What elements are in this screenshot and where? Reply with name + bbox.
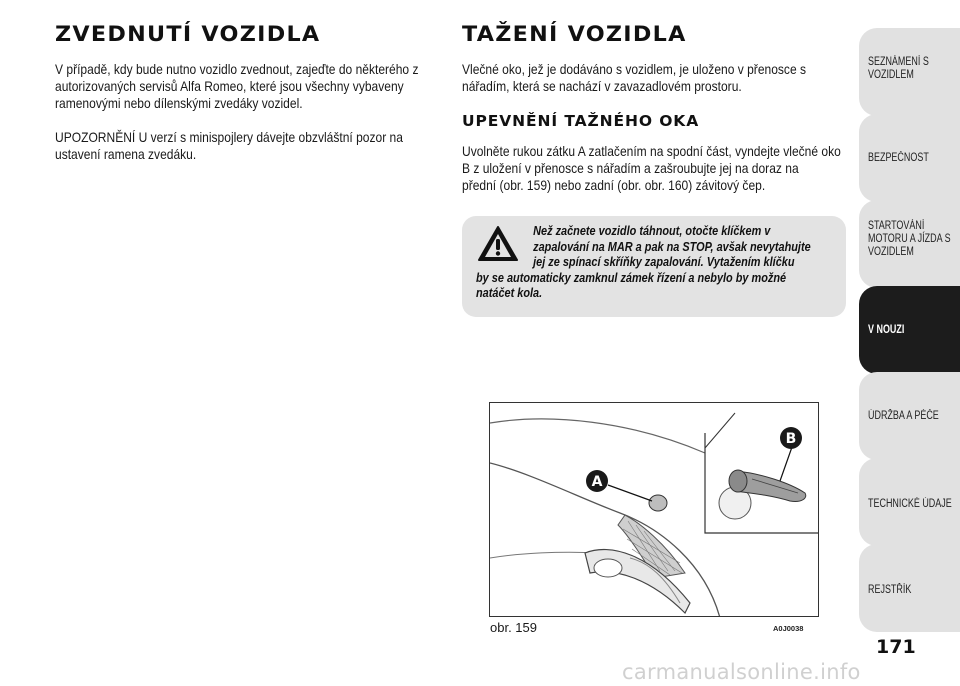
tab-label: TECHNICKÉ ÚDAJE [868, 498, 952, 510]
warning-line: Než začnete vozidlo táhnout, otočte klíčkem v [533, 223, 771, 238]
caution-paragraph [55, 129, 403, 163]
car-front-illustration [490, 403, 819, 617]
section-heading-towing: TAŽENÍ VOZIDLA [462, 22, 687, 46]
text-line: ustavení ramena zvedáku. [55, 146, 197, 162]
warning-line: natáčet kola. [476, 285, 543, 300]
tow-eye-paragraph [462, 143, 841, 194]
towing-intro-paragraph [462, 61, 806, 95]
warning-line: zapalování na MAR a pak na STOP, avšak nevytahujte [533, 238, 811, 254]
text-line: V případě, kdy bude nutno vozidlo zvednout, zajeďte do některého z [55, 61, 419, 77]
warning-line: by se automaticky zamknul zámek řízení a nebylo by možné [476, 269, 787, 285]
figure-caption: obr. 159 [490, 620, 537, 635]
watermark: carmanualsonline.info [622, 660, 861, 684]
tab-label: SEZNÁMENÍ S VOZIDLEM [868, 56, 929, 81]
warning-text [476, 223, 811, 301]
tab-v-nouzi[interactable] [859, 286, 960, 374]
tab-bezpecnost[interactable] [859, 114, 960, 202]
text-line: UPOZORNĚNÍ U verzí s minispojlery dávejte obzvláštní pozor na [55, 129, 403, 145]
subheading-tow-eye: UPEVNĚNÍ TAŽNÉHO OKA [462, 112, 700, 130]
tab-label: BEZPEČNOST [868, 152, 929, 164]
figure-tow-eye-illustration [489, 402, 819, 617]
figure-code: A0J0038 [773, 624, 804, 633]
text-line: autorizovaných servisů Alfa Romeo, které jsou všechny vybaveny [55, 78, 404, 94]
tab-seznameni[interactable] [859, 28, 960, 116]
tab-technicke-udaje[interactable] [859, 458, 960, 546]
text-line: B z uložení v přenosce s nářadím a zašroubujte jej na doraz na [462, 160, 799, 176]
label-a: A [591, 474, 603, 490]
text-line: ramenovými nebo dílenskými zvedáky vozidel. [55, 95, 303, 111]
text-line: Uvolněte rukou zátku A zatlačením na spodní část, vyndejte vlečné oko [462, 143, 841, 159]
warning-box [462, 216, 846, 317]
tab-rejstrik[interactable] [859, 544, 960, 632]
section-heading-lifting: ZVEDNUTÍ VOZIDLA [55, 22, 321, 46]
tab-udrzba[interactable] [859, 372, 960, 460]
text-line: přední (obr. 159) nebo zadní (obr. obr. 160) závitový čep. [462, 177, 766, 193]
tab-label: V NOUZI [868, 324, 905, 336]
warning-line: jej ze spínací skříňky zapalování. Vytažením klíčku [533, 254, 795, 269]
lifting-paragraph [55, 61, 418, 112]
page-number: 171 [876, 636, 916, 658]
tab-startovani[interactable] [859, 200, 960, 288]
text-line: nářadím, která se nachází v zavazadlovém prostoru. [462, 78, 742, 94]
text-line: Vlečné oko, jež je dodáváno s vozidlem, je uloženo v přenosce s [462, 61, 807, 77]
label-b: B [785, 431, 797, 447]
tab-label: ÚDRŽBA A PÉČE [868, 410, 939, 422]
tab-label: STARTOVÁNÍ MOTORU A JÍZDA S VOZIDLEM [868, 220, 951, 258]
tab-label: REJSTŘÍK [868, 584, 912, 596]
